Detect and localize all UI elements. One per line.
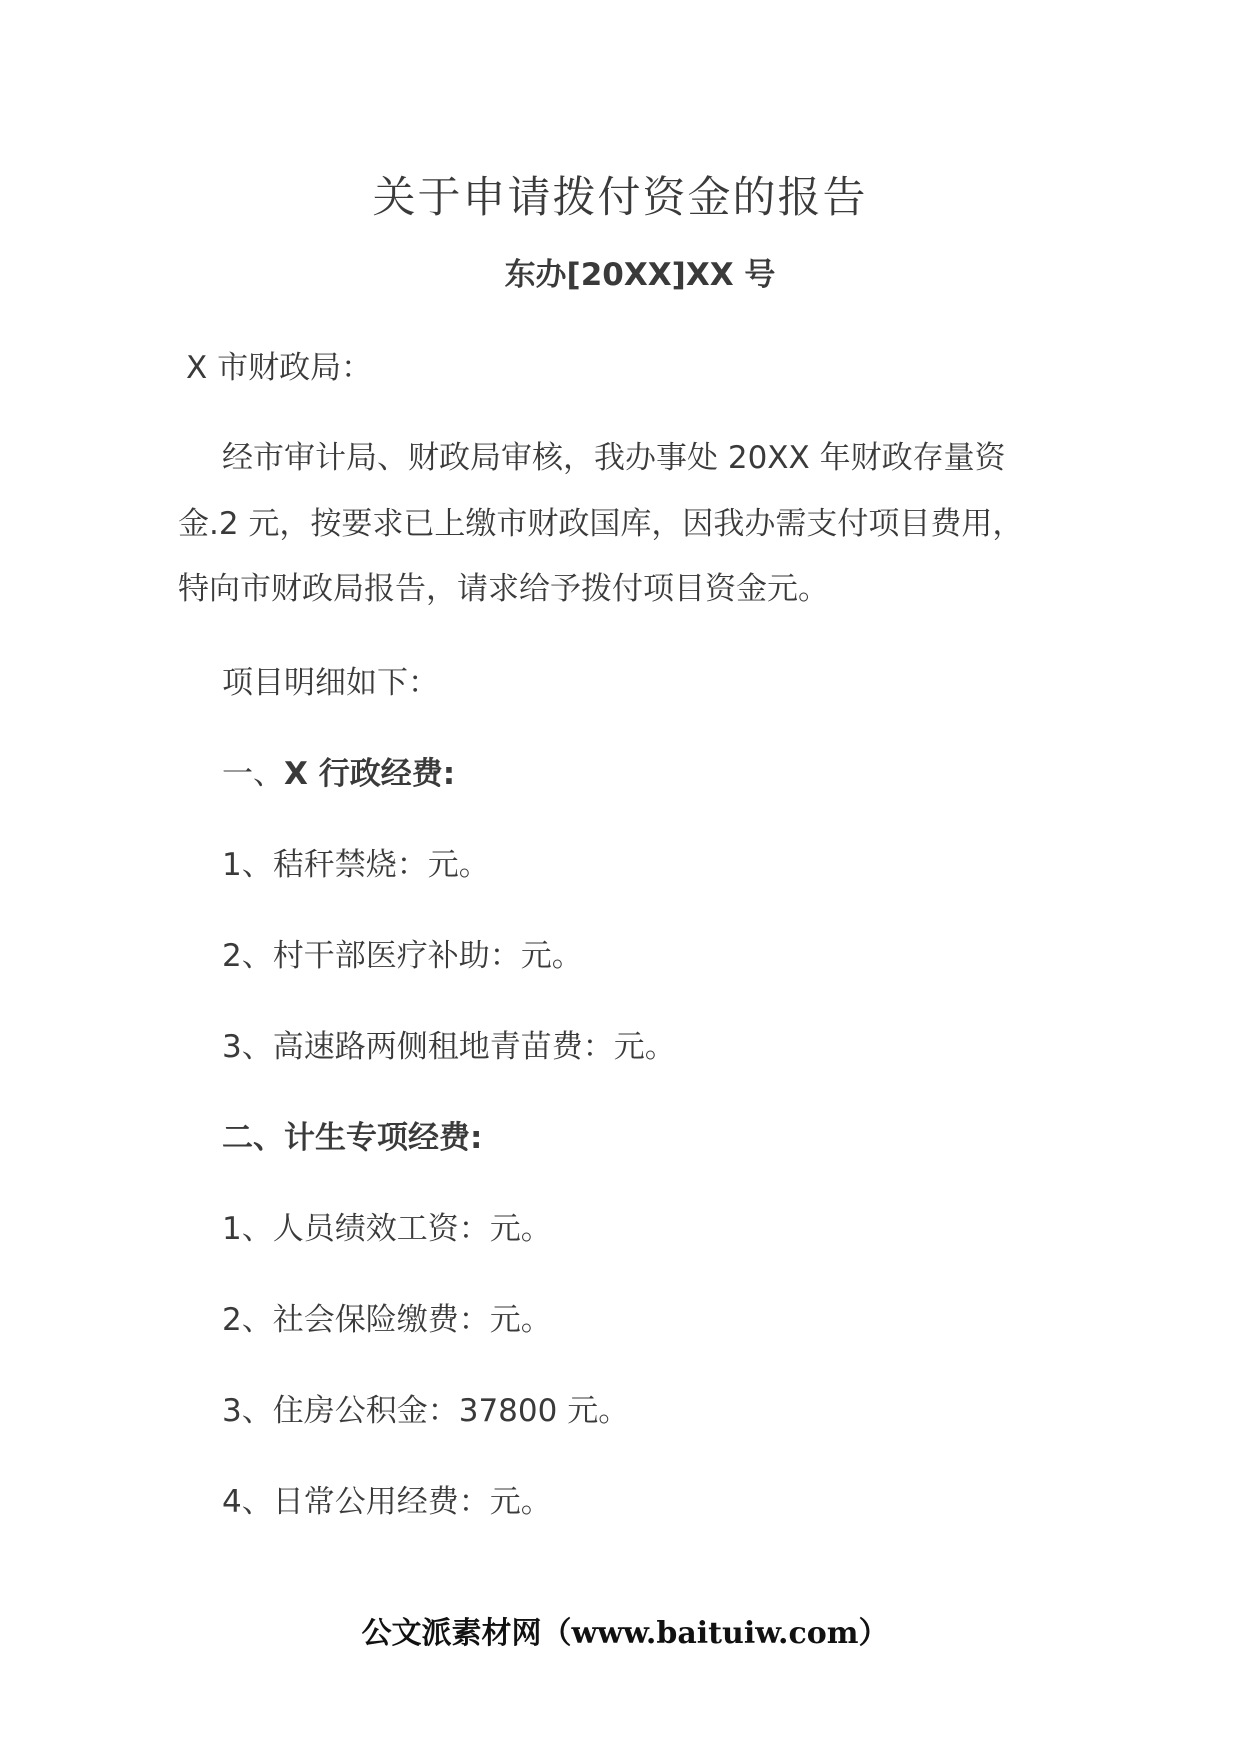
section-1-item-1: 1、秸秆禁烧：元。: [222, 847, 490, 883]
details-intro: 项目明细如下：: [222, 665, 439, 701]
section-2-item-3: 3、住房公积金：37800 元。: [222, 1393, 630, 1429]
document-number: 东办[20XX]XX 号: [504, 257, 776, 293]
body-line-2: 金.2 元，按要求已上缴市财政国库，因我办需支付项目费用，: [178, 506, 1024, 542]
section-1-heading-prefix: 一、: [222, 756, 284, 792]
document-title: 关于申请拨付资金的报告: [372, 173, 868, 223]
body-line-3: 特向市财政局报告，请求给予拨付项目资金元。: [178, 571, 829, 607]
addressee: X 市财政局：: [186, 350, 373, 386]
section-1-heading: [222, 752, 455, 796]
section-2-item-2: 2、社会保险缴费：元。: [222, 1302, 552, 1338]
section-1-item-3: 3、高速路两侧租地青苗费：元。: [222, 1029, 676, 1065]
section-1-item-2: 2、村干部医疗补助：元。: [222, 938, 583, 974]
footer-source: 公文派素材网（www.baituiw.com）: [361, 1616, 889, 1651]
body-line-1: 经市审计局、财政局审核，我办事处 20XX 年财政存量资: [222, 440, 1006, 476]
section-1-heading-title: X 行政经费:: [284, 756, 456, 792]
section-2-heading: [222, 1116, 482, 1160]
section-2-item-4: 4、日常公用经费：元。: [222, 1484, 552, 1520]
section-2-heading-title: 二、计生专项经费:: [222, 1120, 483, 1156]
section-2-item-1: 1、人员绩效工资：元。: [222, 1211, 552, 1247]
